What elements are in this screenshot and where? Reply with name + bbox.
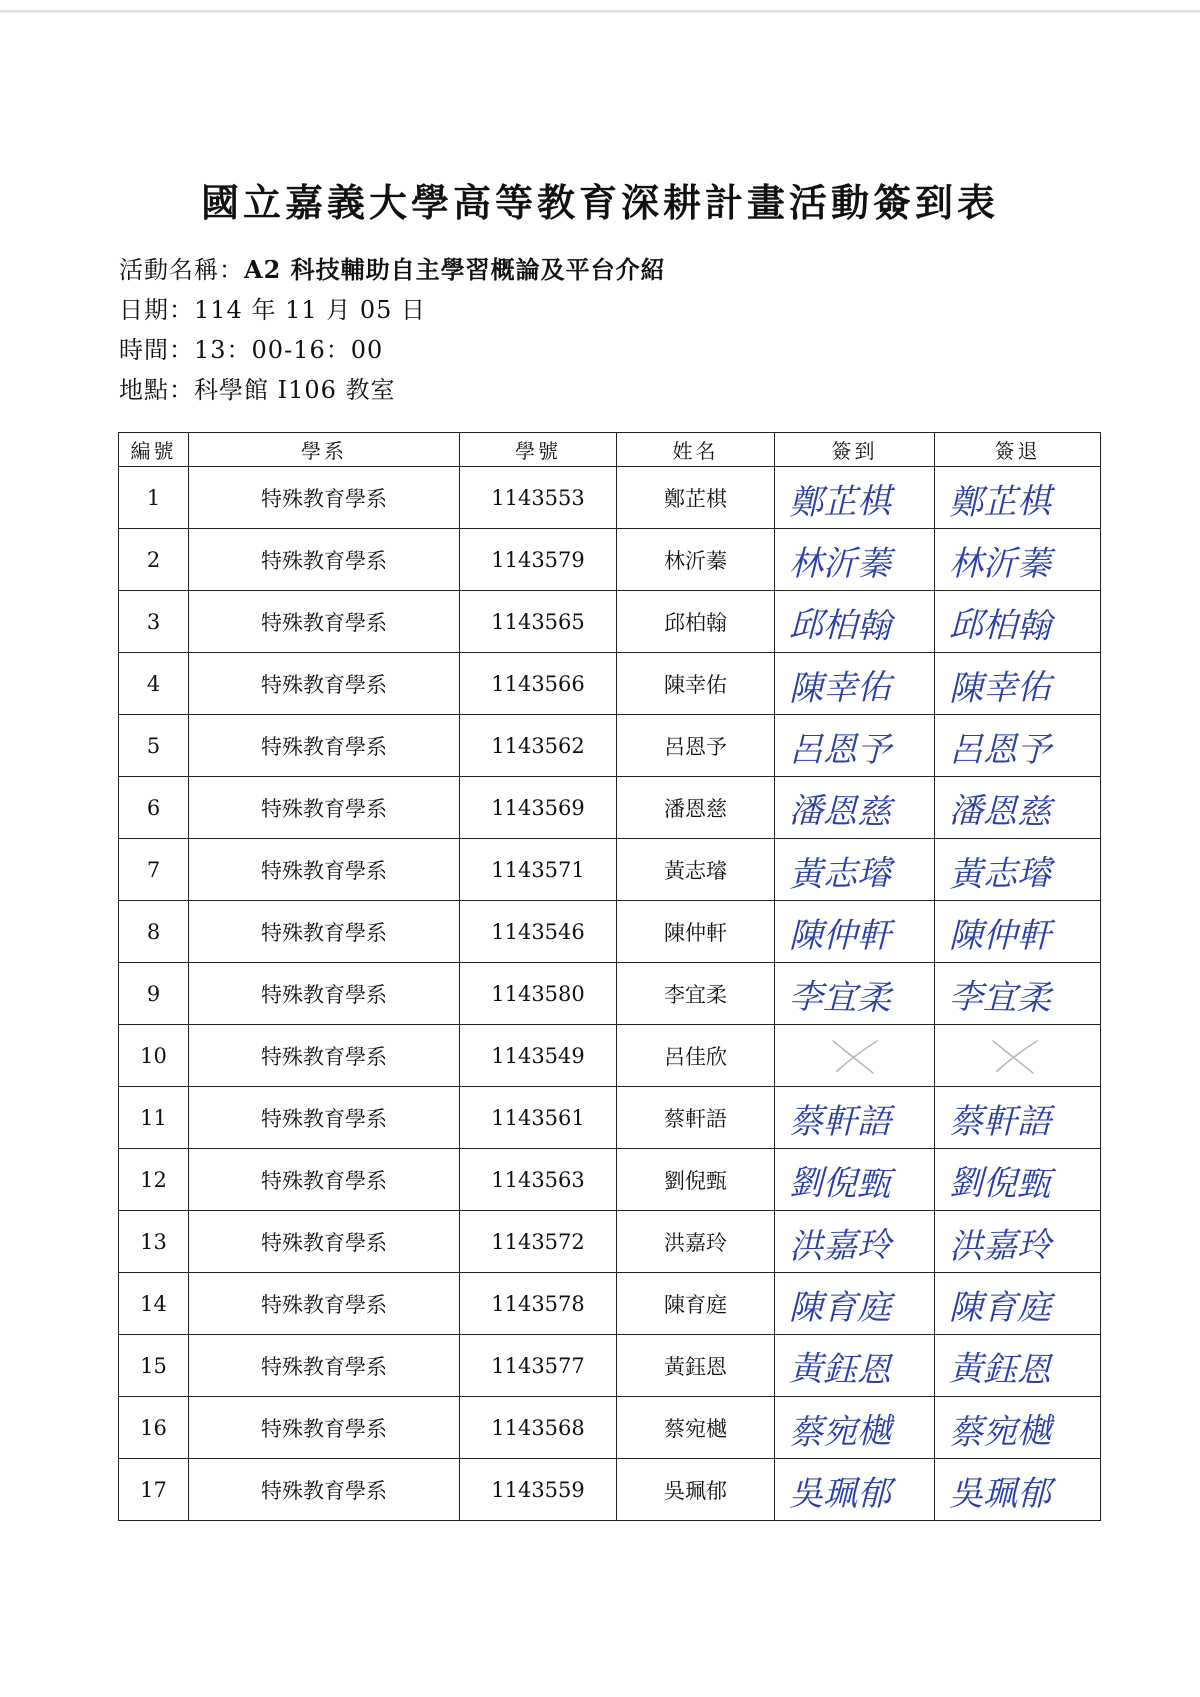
- signin-cell: [775, 1273, 935, 1335]
- table-row: [119, 467, 1101, 529]
- row-dept: 特殊教育學系: [189, 1025, 460, 1087]
- row-id: 1143549: [460, 1025, 617, 1087]
- table-row: [119, 901, 1101, 963]
- signature-text: 黃鈺恩: [948, 1348, 1052, 1391]
- row-name: 呂佳欣: [617, 1025, 775, 1087]
- handwritten-signature: [941, 533, 1083, 587]
- signature-text: 潘恩慈: [788, 790, 892, 833]
- row-no: 12: [119, 1149, 189, 1211]
- handwritten-signature: [941, 843, 1083, 897]
- row-no: 17: [119, 1459, 189, 1521]
- row-dept: 特殊教育學系: [189, 901, 460, 963]
- signature-text: 吳珮郁: [789, 1474, 891, 1514]
- signin-cell: [775, 1211, 935, 1273]
- header-no: 編號: [119, 433, 189, 467]
- activity-name-line: [119, 250, 666, 290]
- handwritten-signature: [781, 1277, 923, 1331]
- handwritten-signature: [781, 1339, 923, 1393]
- handwritten-signature: [781, 1215, 923, 1269]
- signature-text: 蔡宛樾: [948, 1411, 1052, 1454]
- row-dept: 特殊教育學系: [189, 963, 460, 1025]
- row-id: 1143559: [460, 1459, 617, 1521]
- table-row: [119, 653, 1101, 715]
- handwritten-signature: [941, 1091, 1083, 1145]
- signature-text: 邱柏翰: [788, 604, 892, 647]
- signout-cell: [935, 839, 1101, 901]
- row-name: 洪嘉玲: [617, 1211, 775, 1273]
- signout-cell: [935, 529, 1101, 591]
- signin-cell: [775, 1087, 935, 1149]
- table-row: [119, 1149, 1101, 1211]
- row-name: 黃志璿: [617, 839, 775, 901]
- handwritten-signature: [781, 471, 923, 525]
- signature-text: 潘恩慈: [948, 790, 1052, 833]
- handwritten-signature: [781, 1091, 923, 1145]
- row-name: 邱柏翰: [617, 591, 775, 653]
- row-dept: 特殊教育學系: [189, 1397, 460, 1459]
- row-name: 鄭芷棋: [617, 467, 775, 529]
- signout-cell: [935, 1025, 1101, 1087]
- row-id: 1143546: [460, 901, 617, 963]
- signature-text: 陳仲軒: [789, 916, 891, 956]
- page-title: 國立嘉義大學高等教育深耕計畫活動簽到表: [200, 180, 999, 225]
- place-value: 科學館 I106 教室: [194, 376, 396, 404]
- signin-cell: [775, 963, 935, 1025]
- row-dept: 特殊教育學系: [189, 1273, 460, 1335]
- row-dept: 特殊教育學系: [189, 467, 460, 529]
- row-dept: 特殊教育學系: [189, 777, 460, 839]
- header-name: 姓名: [617, 433, 775, 467]
- signin-cell: [775, 839, 935, 901]
- handwritten-signature: [941, 595, 1083, 649]
- signout-cell: [935, 715, 1101, 777]
- signout-cell: [935, 963, 1101, 1025]
- row-dept: 特殊教育學系: [189, 1459, 460, 1521]
- date-label: 日期：: [119, 296, 194, 324]
- row-name: 劉倪甄: [617, 1149, 775, 1211]
- row-dept: 特殊教育學系: [189, 1211, 460, 1273]
- signout-cell: [935, 1211, 1101, 1273]
- handwritten-signature: [781, 843, 923, 897]
- signature-text: 吳珮郁: [949, 1474, 1051, 1514]
- signout-cell: [935, 1149, 1101, 1211]
- row-no: 8: [119, 901, 189, 963]
- row-no: 4: [119, 653, 189, 715]
- activity-info: [119, 250, 666, 410]
- row-id: 1143561: [460, 1087, 617, 1149]
- table-row: [119, 839, 1101, 901]
- time-line: [119, 330, 666, 370]
- signin-cell: [775, 1459, 935, 1521]
- row-name: 陳幸佑: [617, 653, 775, 715]
- table-row: [119, 1273, 1101, 1335]
- table-row: [119, 1335, 1101, 1397]
- handwritten-signature: [941, 657, 1083, 711]
- signature-text: 劉倪甄: [948, 1162, 1052, 1205]
- date-line: [119, 290, 666, 330]
- signout-cell: [935, 1335, 1101, 1397]
- signout-cell: [935, 467, 1101, 529]
- signature-text: 林沂蓁: [789, 544, 891, 584]
- signout-cell: [935, 591, 1101, 653]
- row-name: 潘恩慈: [617, 777, 775, 839]
- handwritten-signature: [941, 1401, 1083, 1455]
- row-dept: 特殊教育學系: [189, 591, 460, 653]
- row-no: 16: [119, 1397, 189, 1459]
- signature-text: 黃鈺恩: [788, 1348, 892, 1391]
- signin-cell: [775, 901, 935, 963]
- signature-text: 陳仲軒: [949, 916, 1051, 956]
- signout-cell: [935, 1087, 1101, 1149]
- row-id: 1143562: [460, 715, 617, 777]
- date-value: 114 年 11 月 05 日: [194, 296, 427, 324]
- handwritten-signature: [781, 657, 923, 711]
- handwritten-signature: [941, 1153, 1083, 1207]
- handwritten-signature: [781, 1401, 923, 1455]
- signin-cell: [775, 653, 935, 715]
- signature-text: 鄭芷棋: [788, 481, 892, 524]
- header-signout: 簽退: [935, 433, 1101, 467]
- table-row: [119, 715, 1101, 777]
- row-name: 吳珮郁: [617, 1459, 775, 1521]
- signature-text: 蔡軒語: [949, 1102, 1051, 1142]
- handwritten-signature: [781, 905, 923, 959]
- row-name: 李宜柔: [617, 963, 775, 1025]
- row-name: 林沂蓁: [617, 529, 775, 591]
- activity-name-label: 活動名稱：: [119, 256, 244, 284]
- row-id: 1143566: [460, 653, 617, 715]
- signature-text: 林沂蓁: [949, 544, 1051, 584]
- table-row: [119, 1211, 1101, 1273]
- row-id: 1143572: [460, 1211, 617, 1273]
- row-no: 10: [119, 1025, 189, 1087]
- signout-cell: [935, 653, 1101, 715]
- handwritten-signature: [941, 1339, 1083, 1393]
- row-dept: 特殊教育學系: [189, 839, 460, 901]
- signout-cell: [935, 777, 1101, 839]
- signout-cell: [935, 1397, 1101, 1459]
- row-id: 1143578: [460, 1273, 617, 1335]
- row-no: 3: [119, 591, 189, 653]
- handwritten-signature: [781, 1463, 923, 1517]
- header-dept: 學系: [189, 433, 460, 467]
- signature-text: 李宜柔: [788, 976, 892, 1019]
- row-id: 1143569: [460, 777, 617, 839]
- signin-cell: [775, 1335, 935, 1397]
- signin-cell: [775, 1025, 935, 1087]
- row-no: 7: [119, 839, 189, 901]
- handwritten-signature: [781, 967, 923, 1021]
- signature-text: 李宜柔: [948, 976, 1052, 1019]
- signature-text: 黃志璿: [788, 853, 892, 896]
- row-name: 陳仲軒: [617, 901, 775, 963]
- row-dept: 特殊教育學系: [189, 529, 460, 591]
- signin-cell: [775, 591, 935, 653]
- signout-cell: [935, 1459, 1101, 1521]
- time-label: 時間：: [119, 336, 194, 364]
- table-row: [119, 1459, 1101, 1521]
- row-dept: 特殊教育學系: [189, 1087, 460, 1149]
- row-id: 1143571: [460, 839, 617, 901]
- place-line: [119, 370, 666, 410]
- handwritten-signature: [781, 595, 923, 649]
- row-id: 1143563: [460, 1149, 617, 1211]
- row-no: 9: [119, 963, 189, 1025]
- row-dept: 特殊教育學系: [189, 1335, 460, 1397]
- signature-text: 呂恩予: [949, 730, 1051, 770]
- row-no: 14: [119, 1273, 189, 1335]
- table-row: [119, 777, 1101, 839]
- row-id: 1143577: [460, 1335, 617, 1397]
- signature-text: 陳育庭: [789, 1288, 891, 1328]
- table-row: [119, 1025, 1101, 1087]
- handwritten-signature: [781, 1153, 923, 1207]
- table-row: [119, 1087, 1101, 1149]
- row-name: 蔡宛樾: [617, 1397, 775, 1459]
- signin-cell: [775, 1397, 935, 1459]
- handwritten-signature: [941, 1215, 1083, 1269]
- handwritten-signature: [781, 533, 923, 587]
- signature-text: 劉倪甄: [788, 1162, 892, 1205]
- row-no: 5: [119, 715, 189, 777]
- activity-name-value: A2 科技輔助自主學習概論及平台介紹: [244, 255, 666, 284]
- table-header-row: [119, 433, 1101, 467]
- signature-text: 呂恩予: [789, 730, 891, 770]
- row-name: 蔡軒語: [617, 1087, 775, 1149]
- cross-mark-icon: [941, 1029, 1083, 1083]
- signature-text: 陳幸佑: [948, 667, 1052, 710]
- signature-text: 陳幸佑: [788, 667, 892, 710]
- signature-text: 黃志璿: [948, 853, 1052, 896]
- row-dept: 特殊教育學系: [189, 1149, 460, 1211]
- signin-cell: [775, 467, 935, 529]
- table-row: [119, 591, 1101, 653]
- signature-text: 蔡軒語: [789, 1102, 891, 1142]
- row-id: 1143568: [460, 1397, 617, 1459]
- signin-cell: [775, 1149, 935, 1211]
- row-dept: 特殊教育學系: [189, 653, 460, 715]
- row-id: 1143565: [460, 591, 617, 653]
- row-name: 陳育庭: [617, 1273, 775, 1335]
- signature-text: 蔡宛樾: [788, 1411, 892, 1454]
- row-no: 6: [119, 777, 189, 839]
- signin-cell: [775, 529, 935, 591]
- row-id: 1143553: [460, 467, 617, 529]
- handwritten-signature: [781, 719, 923, 773]
- handwritten-signature: [941, 967, 1083, 1021]
- row-no: 1: [119, 467, 189, 529]
- signature-text: 邱柏翰: [948, 604, 1052, 647]
- signature-text: 陳育庭: [949, 1288, 1051, 1328]
- row-no: 13: [119, 1211, 189, 1273]
- handwritten-signature: [941, 905, 1083, 959]
- place-label: 地點：: [119, 376, 194, 404]
- handwritten-signature: [941, 1277, 1083, 1331]
- row-no: 11: [119, 1087, 189, 1149]
- time-value: 13：00-16：00: [194, 336, 384, 364]
- header-id: 學號: [460, 433, 617, 467]
- signature-text: 洪嘉玲: [788, 1225, 892, 1268]
- sign-in-table: [118, 432, 1101, 1521]
- signature-text: 洪嘉玲: [948, 1225, 1052, 1268]
- row-id: 1143579: [460, 529, 617, 591]
- signin-cell: [775, 777, 935, 839]
- signin-cell: [775, 715, 935, 777]
- row-name: 黃鈺恩: [617, 1335, 775, 1397]
- handwritten-signature: [781, 781, 923, 835]
- handwritten-signature: [941, 1463, 1083, 1517]
- table-row: [119, 1397, 1101, 1459]
- signout-cell: [935, 901, 1101, 963]
- handwritten-signature: [941, 719, 1083, 773]
- table-row: [119, 529, 1101, 591]
- signature-text: 鄭芷棋: [948, 481, 1052, 524]
- row-id: 1143580: [460, 963, 617, 1025]
- row-dept: 特殊教育學系: [189, 715, 460, 777]
- handwritten-signature: [941, 781, 1083, 835]
- row-name: 呂恩予: [617, 715, 775, 777]
- table-row: [119, 963, 1101, 1025]
- header-signin: 簽到: [775, 433, 935, 467]
- scan-edge: [0, 10, 1200, 13]
- row-no: 15: [119, 1335, 189, 1397]
- handwritten-signature: [941, 471, 1083, 525]
- row-no: 2: [119, 529, 189, 591]
- cross-mark-icon: [781, 1029, 923, 1083]
- signout-cell: [935, 1273, 1101, 1335]
